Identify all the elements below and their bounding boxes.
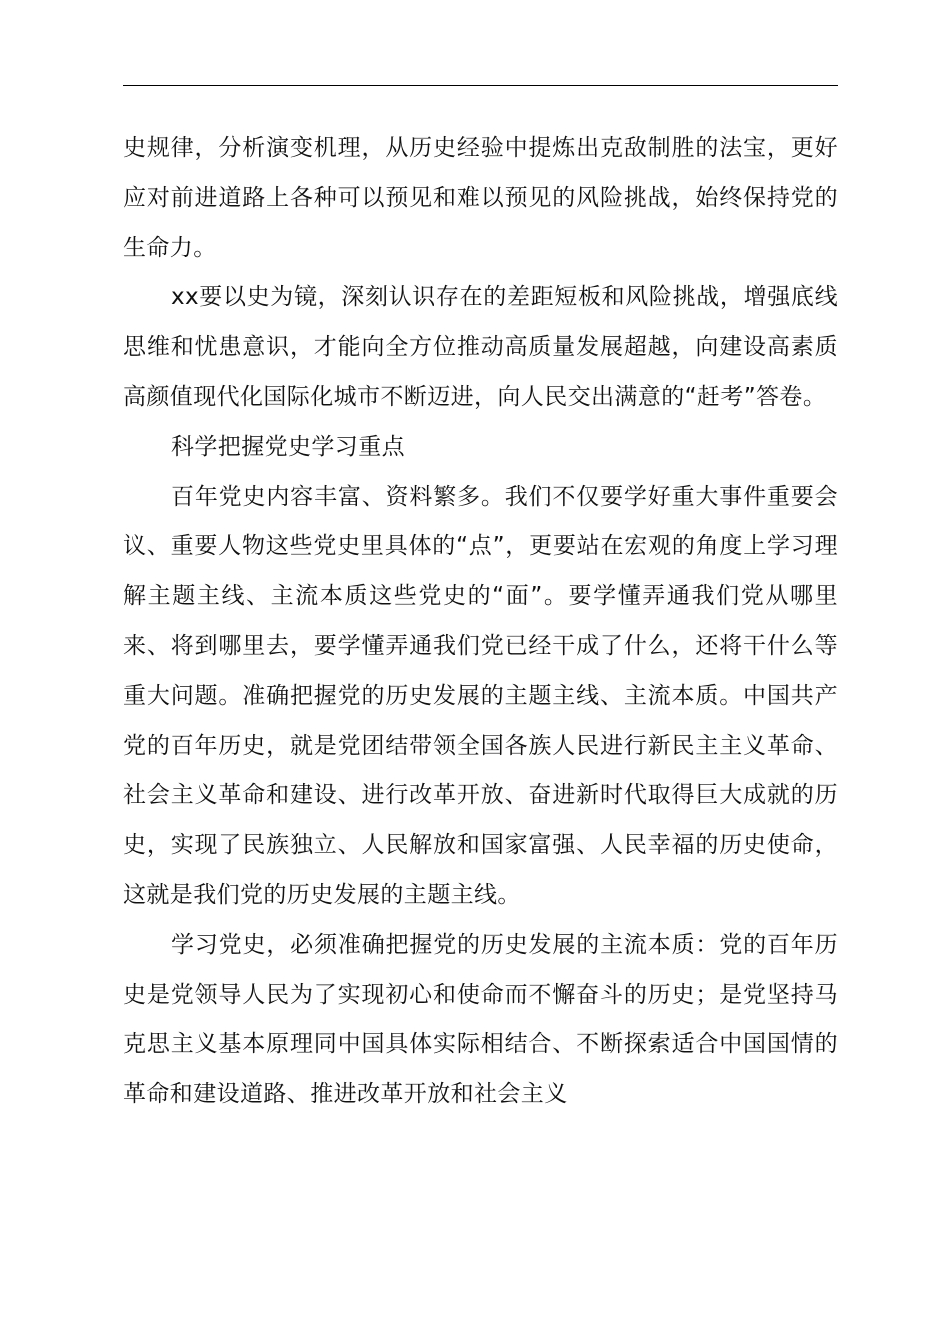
body-text [123,124,838,1120]
section-heading: 科学把握党史学习重点 [171,433,405,460]
paragraph-history-as-mirror: xx要以史为镜，深刻认识存在的差距短板和风险挑战，增强底线思维和忧患意识，才能向全方位推动高质量发展超越，向建设高素质高颜值现代化国际化城市不断迈进，向人民交出满意的“赶考”答卷。 [123,284,838,410]
header-rule [123,85,838,86]
paragraph-history-laws: 史规律，分析演变机理，从历史经验中提炼出克敌制胜的法宝，更好应对前进道路上各种可以预见和难以预见的风险挑战，始终保持党的生命力。 [123,135,838,261]
paragraph-mainstream-essence: 学习党史，必须准确把握党的历史发展的主流本质：党的百年历史是党领导人民为了实现初心和使命而不懈奋斗的历史；是党坚持马克思主义基本原理同中国具体实际相结合、不断探索适合中国国情的革命和建设道路、推进改革开放和社会主义 [123,931,838,1108]
paragraph-main-theme: 百年党史内容丰富、资料繁多。我们不仅要学好重大事件重要会议、重要人物这些党史里具体的“点”，更要站在宏观的角度上学习理解主题主线、主流本质这些党史的“面”。要学懂弄通我们党从哪里来、将到哪里去，要学懂弄通我们党已经干成了什么，还将干什么等重大问题。准确把握党的历史发展的主题主线、主流本质。中国共产党的百年历史，就是党团结带领全国各族人民进行新民主主义革命、社会主义革命和建设、进行改革开放、奋进新时代取得巨大成就的历史，实现了民族独立、人民解放和国家富强、人民幸福的历史使命，这就是我们党的历史发展的主题主线。 [123,483,838,908]
